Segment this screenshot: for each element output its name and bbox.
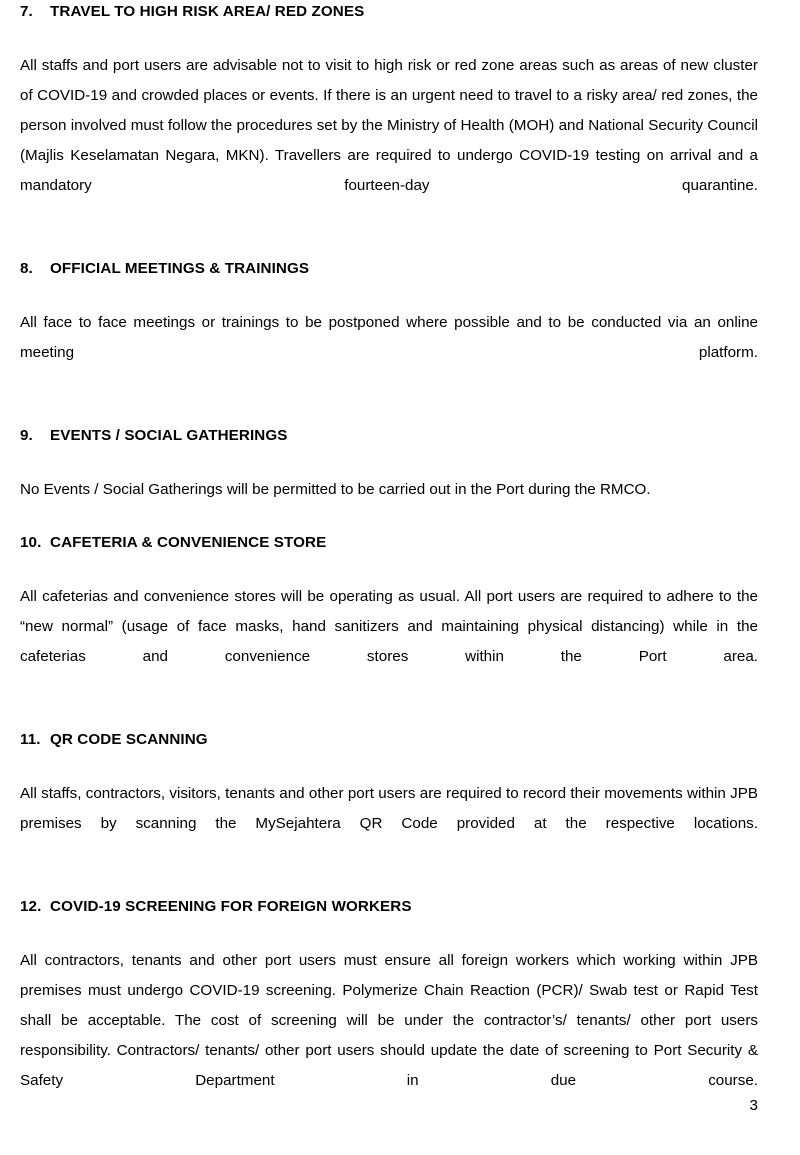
spacer xyxy=(20,22,758,51)
section-8-title: OFFICIAL MEETINGS & TRAININGS xyxy=(50,260,310,278)
section-12-body: All contractors, tenants and other port users must ensure all foreign workers which working within JPB premises must undergo COVID-19 screening. Polymerize Chain Reaction (PCR)/ Swab test or Rapid Test shall be acceptable. The cost of screening will be under the contractor’s/ tenants/ other port users responsibility. Contractors/ tenants/ other port users should update the date of screening to Port Security & Safety Department in due course. xyxy=(20,952,763,1090)
section-12-heading xyxy=(20,897,758,917)
section-11-body: All staffs, contractors, visitors, tenants and other port users are required to record their movements within JPB premises by scanning the MySejahtera QR Code provided at the respective locations. xyxy=(20,785,763,833)
section-9-heading xyxy=(20,426,758,446)
section-10 xyxy=(20,533,763,702)
spacer xyxy=(20,869,758,897)
section-11 xyxy=(20,730,763,869)
section-8 xyxy=(20,259,763,398)
document-body xyxy=(20,0,763,1126)
section-12-number: 12. xyxy=(20,898,42,916)
spacer xyxy=(20,279,758,308)
page-number: 3 xyxy=(749,1096,758,1114)
section-11-title: QR CODE SCANNING xyxy=(50,731,208,749)
section-10-body: All cafeterias and convenience stores will be operating as usual. All port users are required to adhere to the “new normal” (usage of face masks, hand sanitizers and maintaining physical distancing) while in the cafeterias and convenience stores within the Port area. xyxy=(20,588,763,666)
spacer xyxy=(20,750,758,779)
section-11-number: 11. xyxy=(20,731,41,749)
section-10-heading xyxy=(20,533,758,553)
section-9-number: 9. xyxy=(20,427,33,445)
section-8-heading xyxy=(20,259,758,279)
spacer xyxy=(20,917,758,946)
section-8-body: All face to face meetings or trainings to be postponed where possible and to be conducted via an online meeting platform. xyxy=(20,314,763,362)
section-9-title: EVENTS / SOCIAL GATHERINGS xyxy=(50,427,288,445)
spacer xyxy=(20,505,758,533)
section-9 xyxy=(20,426,758,505)
section-7 xyxy=(20,2,763,231)
section-7-heading xyxy=(20,2,758,22)
section-7-title: TRAVEL TO HIGH RISK AREA/ RED ZONES xyxy=(50,3,365,20)
section-10-title: CAFETERIA & CONVENIENCE STORE xyxy=(50,534,327,552)
spacer xyxy=(20,446,758,475)
spacer xyxy=(20,553,758,582)
spacer xyxy=(20,231,758,259)
spacer xyxy=(20,398,758,426)
section-10-number: 10. xyxy=(20,534,42,552)
section-12-title: COVID-19 SCREENING FOR FOREIGN WORKERS xyxy=(50,898,412,916)
section-11-heading xyxy=(20,730,758,750)
section-12 xyxy=(20,897,763,1126)
section-8-number: 8. xyxy=(20,260,33,278)
spacer xyxy=(20,702,758,730)
section-7-body: All staffs and port users are advisable not to visit to high risk or red zone areas such as areas of new cluster of COVID-19 and crowded places or events. If there is an urgent need to travel to a risky area/ red zones, the person involved must follow the procedures set by the Ministry of Health (MOH) and National Security Council (Majlis Keselamatan Negara, MKN). Travellers are required to undergo COVID-19 testing on arrival and a mandatory fourteen-day quarantine. xyxy=(20,57,763,195)
section-9-body: No Events / Social Gatherings will be permitted to be carried out in the Port during the RMCO. xyxy=(20,481,651,499)
section-7-number: 7. xyxy=(20,3,33,20)
